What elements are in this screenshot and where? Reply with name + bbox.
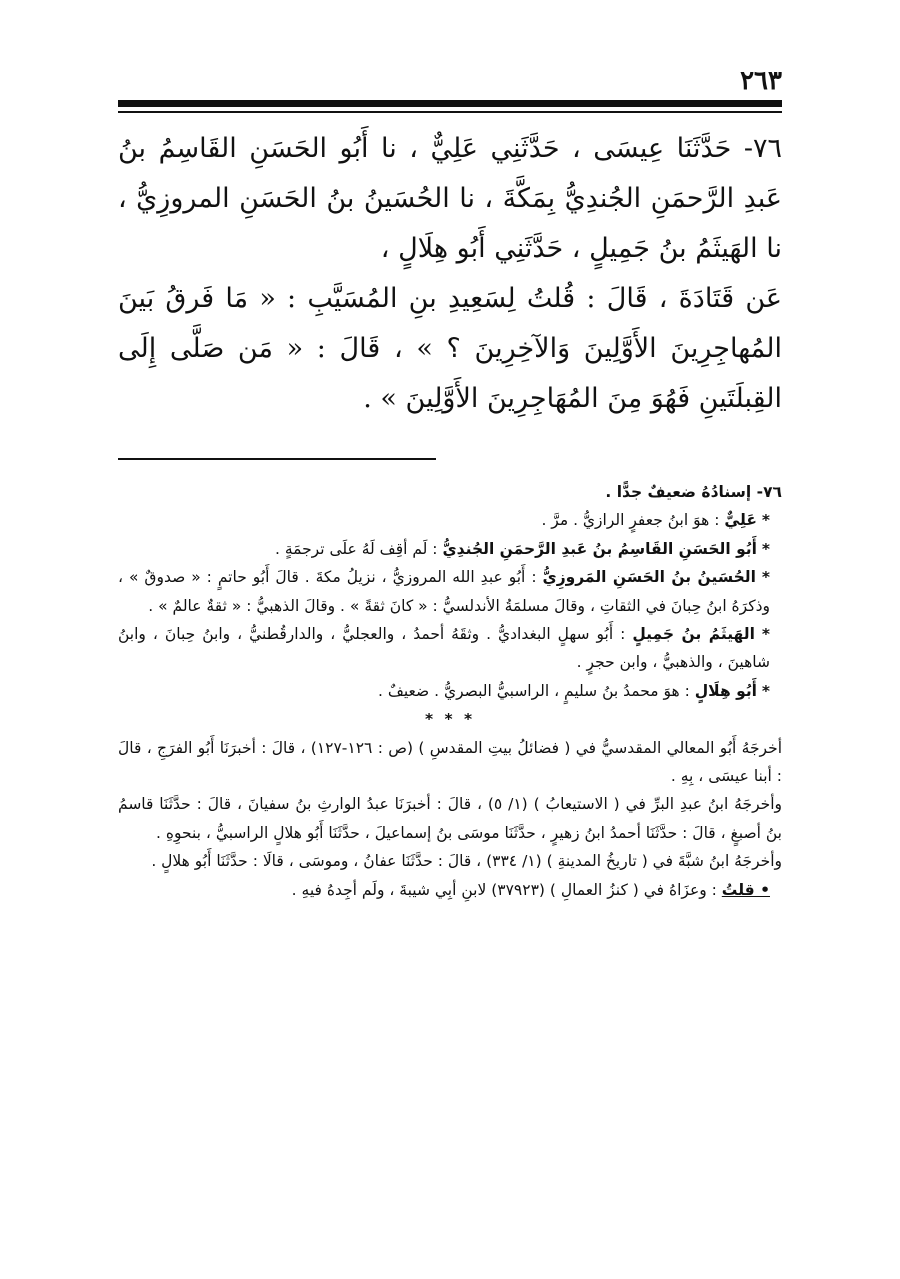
narrator-name: الهَيثَمُ بنُ جَمِيلٍ [632,625,755,644]
bullet-marker: * [761,568,771,587]
narrator-name: الحُسَينُ بنُ الحَسَنِ المَروزِيُّ [542,568,756,587]
header-rule-thin [118,111,782,113]
takhrij-paragraph: أخرجَهُ أَبُو المعالي المقدسيُّ في ( فضائلُ بيتِ المقدسِ ) (ص : ١٢٦-١٢٧) ، قالَ : أخبرَنَا أَبُو الفرَجِ ، قالَ : أبنا عيسَى ، بِهِ . [118,738,782,786]
section-stars: * * * [424,710,476,729]
final-remark [118,876,782,904]
narrator-name: عَلِيٌّ [724,511,757,530]
narrator-note [118,535,782,563]
bullet-marker: * [761,539,770,558]
hadith-text [118,124,782,424]
bullet-marker: * [761,511,770,530]
narrator-text: : هوَ محمدُ بنُ سليمٍ ، الراسبيُّ البصريُّ . ضعيفٌ . [377,681,695,700]
hadith-isnad: ٧٦- حَدَّثَنَا عِيسَى ، حَدَّثَنِي عَلِيٌّ ، نا أَبُو الحَسَنِ القَاسِمُ بنُ عَبدِ الرَّحمَنِ الجُندِيُّ بِمَكَّةَ ، نا الحُسَينُ بنُ الحَسَنِ المروزِيُّ ، نا الهَيثَمُ بنُ جَمِيلٍ ، حَدَّثَنِي أَبُو هِلَالٍ ، [118,133,782,264]
page-number: ٢٦٣ [740,66,782,96]
narrator-text: : أَبُو سهلٍ البغداديُّ . وثقَهُ أحمدُ ، والعجليُّ ، والدارقُطنيُّ ، وابنُ حِبانَ ، وابنُ شاهينَ ، والذهبيُّ ، وابن حجرٍ . [118,625,770,672]
hadith-matn: عَن قَتَادَةَ ، قَالَ : قُلتُ لِسَعِيدِ بنِ المُسَيَّبِ : « مَا فَرقُ بَينَ المُهاجِرِينَ الأَوَّلِينَ وَالآخِرِينَ ؟ » ، قَالَ : « مَن صَلَّى إِلَى القِبلَتَينِ فَهُوَ مِنَ المُهَاجِرِينَ الأَوَّلِينَ » . [118,283,782,414]
final-remark-label: • قلتُ [721,880,770,899]
bullet-marker: * [761,625,770,644]
final-remark-text: : وعزَاهُ في ( كنزُ العمالِ ) (٣٧٩٢٣) لابنِ أبِي شيبةَ ، ولَم أجِدهُ فيهِ . [291,880,722,899]
narrator-note [118,563,782,620]
narrator-text: : هوَ ابنُ جعفرٍ الرازيُّ . مرَّ . [541,511,725,530]
takhrij-paragraph: وأخرجَهُ ابنُ عبدِ البرِّ في ( الاستيعابُ ) (١/ ٥) ، قالَ : أخبرَنَا عبدُ الوارثِ بنُ سفيانَ ، قالَ : حدَّثَنَا قاسمُ بنُ أصبغٍ ، قالَ : حدَّثَنَا أحمدُ ابنُ زهيرٍ ، حدَّثَنَا موسَى بنُ إسماعيلَ ، حدَّثَنَا أَبُو هلالٍ الراسبيُّ ، بنحوِهِ . [118,795,782,842]
header-rule-thick [118,100,782,107]
narrator-name: أَبُو الحَسَنِ القَاسِمُ بنُ عَبدِ الرَّحمَنِ الجُندِيُّ [442,539,757,558]
narrator-name: أَبُو هِلَالٍ [694,681,757,700]
footnote-heading: ٧٦- إسنادُهُ ضعيفٌ جدًّا . [605,483,782,501]
footnotes [118,478,782,904]
narrator-note [118,506,782,534]
takhrij-paragraph: وأخرجَهُ ابنُ شبَّةَ في ( تاريخُ المدينةِ ) (١/ ٣٣٤) ، قالَ : حدَّثَنَا عفانُ ، وموسَى ، قالَا : حدَّثَنَا أَبُو هلالٍ . [151,852,782,871]
narrator-note [118,677,782,705]
narrator-text: : لَم أقِف لَهُ علَى ترجمَةٍ . [274,539,443,558]
narrator-text: : أَبُو عبدِ الله المروزيُّ ، نزيلُ مكةَ . قالَ أَبُو حاتمٍ : « صدوقٌ » ، وذكرَهُ ابنُ حِبانَ في الثقاتِ ، وقالَ مسلمَةُ الأندلسيُّ : « كانَ ثقةً » . وقالَ الذهبيُّ : « ثقةٌ عالمٌ » . [118,568,770,615]
narrator-note [118,620,782,677]
footnote-separator [118,458,436,460]
bullet-marker: * [761,681,770,700]
